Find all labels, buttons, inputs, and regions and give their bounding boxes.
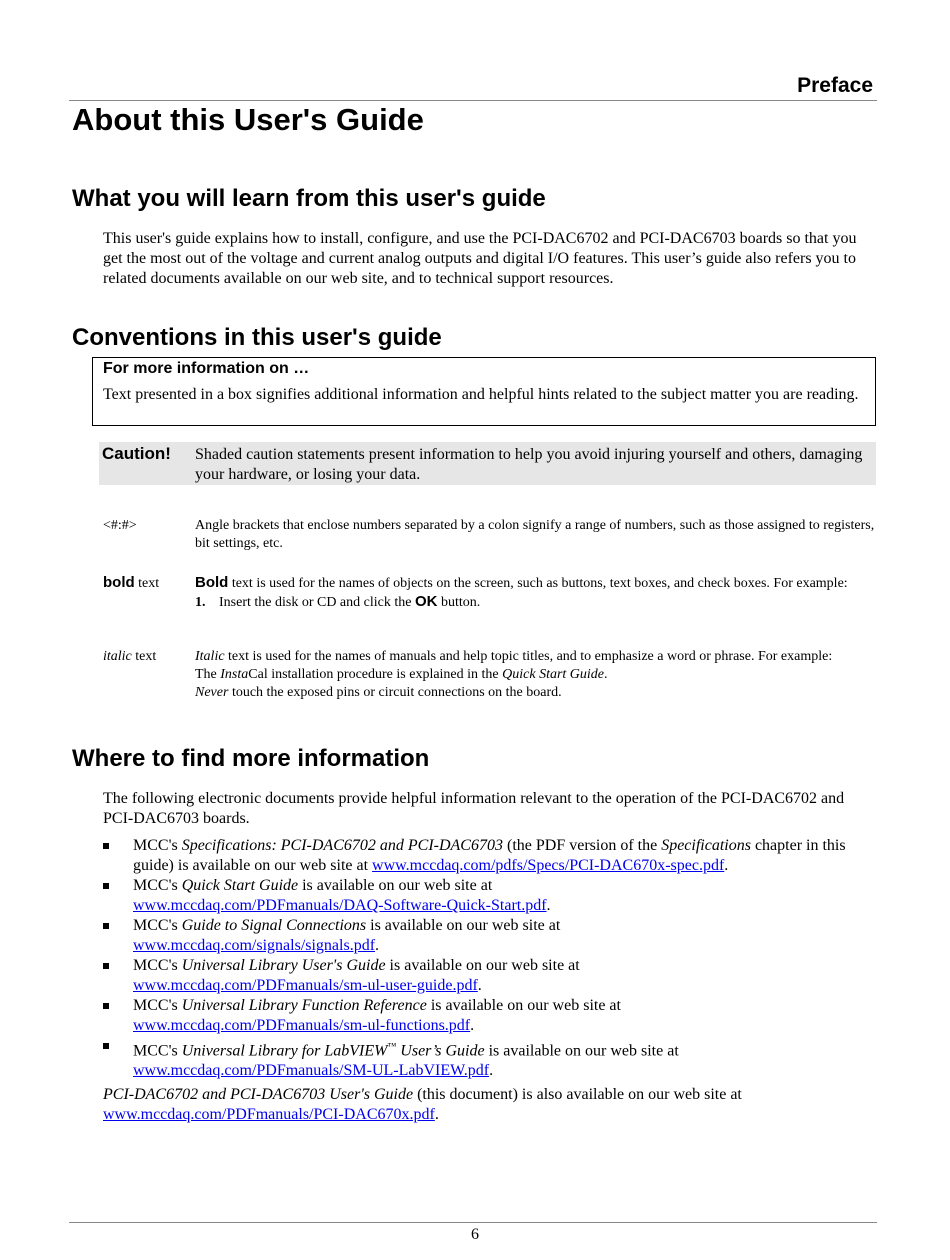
italic-ex1-pre: The — [195, 667, 221, 682]
list-item — [103, 996, 878, 1036]
caution-box — [99, 442, 876, 485]
doc-title: Quick Start Guide — [181, 877, 299, 894]
desc-bold-rest: text is used for the names of objects on the screen, such as buttons, text boxes, and check boxes. For example: — [228, 576, 848, 591]
list-item — [103, 836, 878, 876]
doc-link[interactable]: www.mccdaq.com/PDFmanuals/sm-ul-user-guide.pdf — [133, 977, 478, 994]
bullet-icon — [103, 923, 109, 929]
bullet-icon — [103, 1043, 109, 1049]
learn-paragraph: This user's guide explains how to install, configure, and use the PCI-DAC6702 and PCI-DAC6703 boards so that you get the most out of the voltage and current analog outputs and digital I/O features. This user’s guide also refers you to related documents available on our web site, and to technical support resources. — [103, 230, 857, 287]
example-step-pre: Insert the disk or CD and click the — [219, 595, 415, 610]
closing-paragraph — [103, 1085, 878, 1125]
term-italic-rest: text — [131, 649, 157, 664]
doc-link[interactable]: www.mccdaq.com/PDFmanuals/sm-ul-functions.pdf — [133, 1017, 471, 1034]
italic-ex1-guide: Quick Start Guide — [502, 667, 605, 682]
header-rule — [69, 100, 877, 101]
running-header: Preface — [797, 74, 873, 97]
item-prefix: MCC's — [133, 837, 182, 854]
item-end: . — [489, 1062, 494, 1080]
item-end: . — [477, 977, 482, 994]
list-item — [103, 956, 878, 996]
term-bold-word: bold — [103, 574, 135, 591]
doc-link[interactable]: www.mccdaq.com/PDFmanuals/SM-UL-LabVIEW.pdf — [133, 1062, 490, 1080]
bullet-icon — [103, 883, 109, 889]
convention-desc-bold — [195, 574, 875, 612]
info-box-text: Text presented in a box signifies additional information and helpful hints related to the subject matter you are reading. — [103, 386, 859, 403]
item-text: is available on our web site at — [385, 957, 580, 974]
item-prefix: MCC's — [133, 997, 182, 1014]
example-step-number: 1. — [195, 595, 206, 610]
closing-doc-title: PCI-DAC6702 and PCI-DAC6703 User's Guide — [103, 1086, 414, 1103]
doc-title: Universal Library for LabVIEW — [181, 1042, 388, 1060]
term-italic-word: italic — [103, 649, 132, 664]
desc-italic-rest: text is used for the names of manuals and help topic titles, and to emphasize a word or phrase. For example: — [224, 649, 833, 664]
section-heading-conventions: Conventions in this user's guide — [72, 324, 442, 351]
convention-desc-italic — [195, 648, 875, 702]
section-heading-learn: What you will learn from this user's guide — [72, 185, 546, 212]
item-text: (the PDF version of the — [502, 837, 662, 854]
item-text: is available on our web site at — [366, 917, 561, 934]
convention-term-italic — [103, 648, 156, 666]
bullet-icon — [103, 963, 109, 969]
closing-end: . — [434, 1106, 439, 1123]
more-info-intro: The following electronic documents provide helpful information relevant to the operation of the PCI-DAC6702 and PCI-DAC6703 boards. — [103, 790, 845, 827]
doc-link[interactable]: www.mccdaq.com/PDFmanuals/DAQ-Software-Quick-Start.pdf — [133, 897, 547, 914]
closing-link[interactable]: www.mccdaq.com/PDFmanuals/PCI-DAC670x.pdf — [103, 1106, 435, 1123]
desc-bold-word: Bold — [195, 574, 229, 591]
convention-desc-angle: Angle brackets that enclose numbers separated by a colon signify a range of numbers, such as those assigned to registers, bit settings, etc. — [195, 518, 875, 551]
item-prefix: MCC's — [133, 917, 182, 934]
bullet-icon — [103, 843, 109, 849]
item-text: chapter in this guide) is available on our web site at — [133, 837, 846, 874]
item-end: . — [470, 1017, 475, 1034]
list-item — [103, 1036, 878, 1081]
trademark-mark: ™ — [387, 1041, 397, 1051]
list-item — [103, 916, 878, 956]
doc-link[interactable]: www.mccdaq.com/pdfs/Specs/PCI-DAC670x-spec.pdf — [372, 857, 725, 874]
italic-ex1-mid: Cal installation procedure is explained in the — [248, 667, 503, 682]
caution-text: Shaded caution statements present information to help you avoid injuring yourself and others, damaging your hardware, or losing your data. — [195, 446, 863, 483]
item-text: is available on our web site at — [426, 997, 621, 1014]
page-number: 6 — [471, 1226, 479, 1243]
example-step-post: button. — [437, 595, 481, 610]
doc-link[interactable]: www.mccdaq.com/signals/signals.pdf — [133, 937, 376, 954]
bullet-icon — [103, 1003, 109, 1009]
footer-rule — [69, 1222, 877, 1223]
item-end: . — [375, 937, 380, 954]
item-prefix: MCC's — [133, 957, 182, 974]
doc-title: Guide to Signal Connections — [181, 917, 367, 934]
section-heading-more-info: Where to find more information — [72, 745, 430, 772]
convention-term-bold — [103, 574, 159, 593]
info-box — [92, 357, 876, 426]
item-text: is available on our web site at — [484, 1042, 679, 1060]
italic-ex1-insta: Insta — [220, 667, 249, 682]
info-box-title: For more information on … — [103, 360, 310, 377]
item-text: is available on our web site at — [298, 877, 493, 894]
item-prefix: MCC's — [133, 1042, 182, 1060]
caution-label: Caution! — [102, 444, 171, 463]
desc-italic-word: Italic — [195, 649, 225, 664]
item-end: . — [546, 897, 551, 914]
italic-ex2-never: Never — [195, 685, 229, 700]
italic-ex1-post: . — [604, 667, 608, 682]
example-ok-word: OK — [414, 593, 438, 610]
doc-title: Specifications: PCI-DAC6702 and PCI-DAC6703 — [181, 837, 503, 854]
documents-list — [103, 836, 878, 1081]
doc-title: Universal Library Function Reference — [181, 997, 427, 1014]
item-end: . — [724, 857, 729, 874]
list-item — [103, 876, 878, 916]
doc-title: Specifications — [661, 837, 751, 854]
doc-title: User’s Guide — [396, 1042, 485, 1060]
closing-text: (this document) is also available on our web site at — [413, 1086, 742, 1103]
term-bold-rest: text — [134, 576, 160, 591]
page-title: About this User's Guide — [72, 102, 424, 137]
item-prefix: MCC's — [133, 877, 182, 894]
doc-title: Universal Library User's Guide — [181, 957, 386, 974]
convention-term-angle: <#:#> — [103, 518, 137, 533]
italic-ex2-rest: touch the exposed pins or circuit connections on the board. — [228, 685, 562, 700]
